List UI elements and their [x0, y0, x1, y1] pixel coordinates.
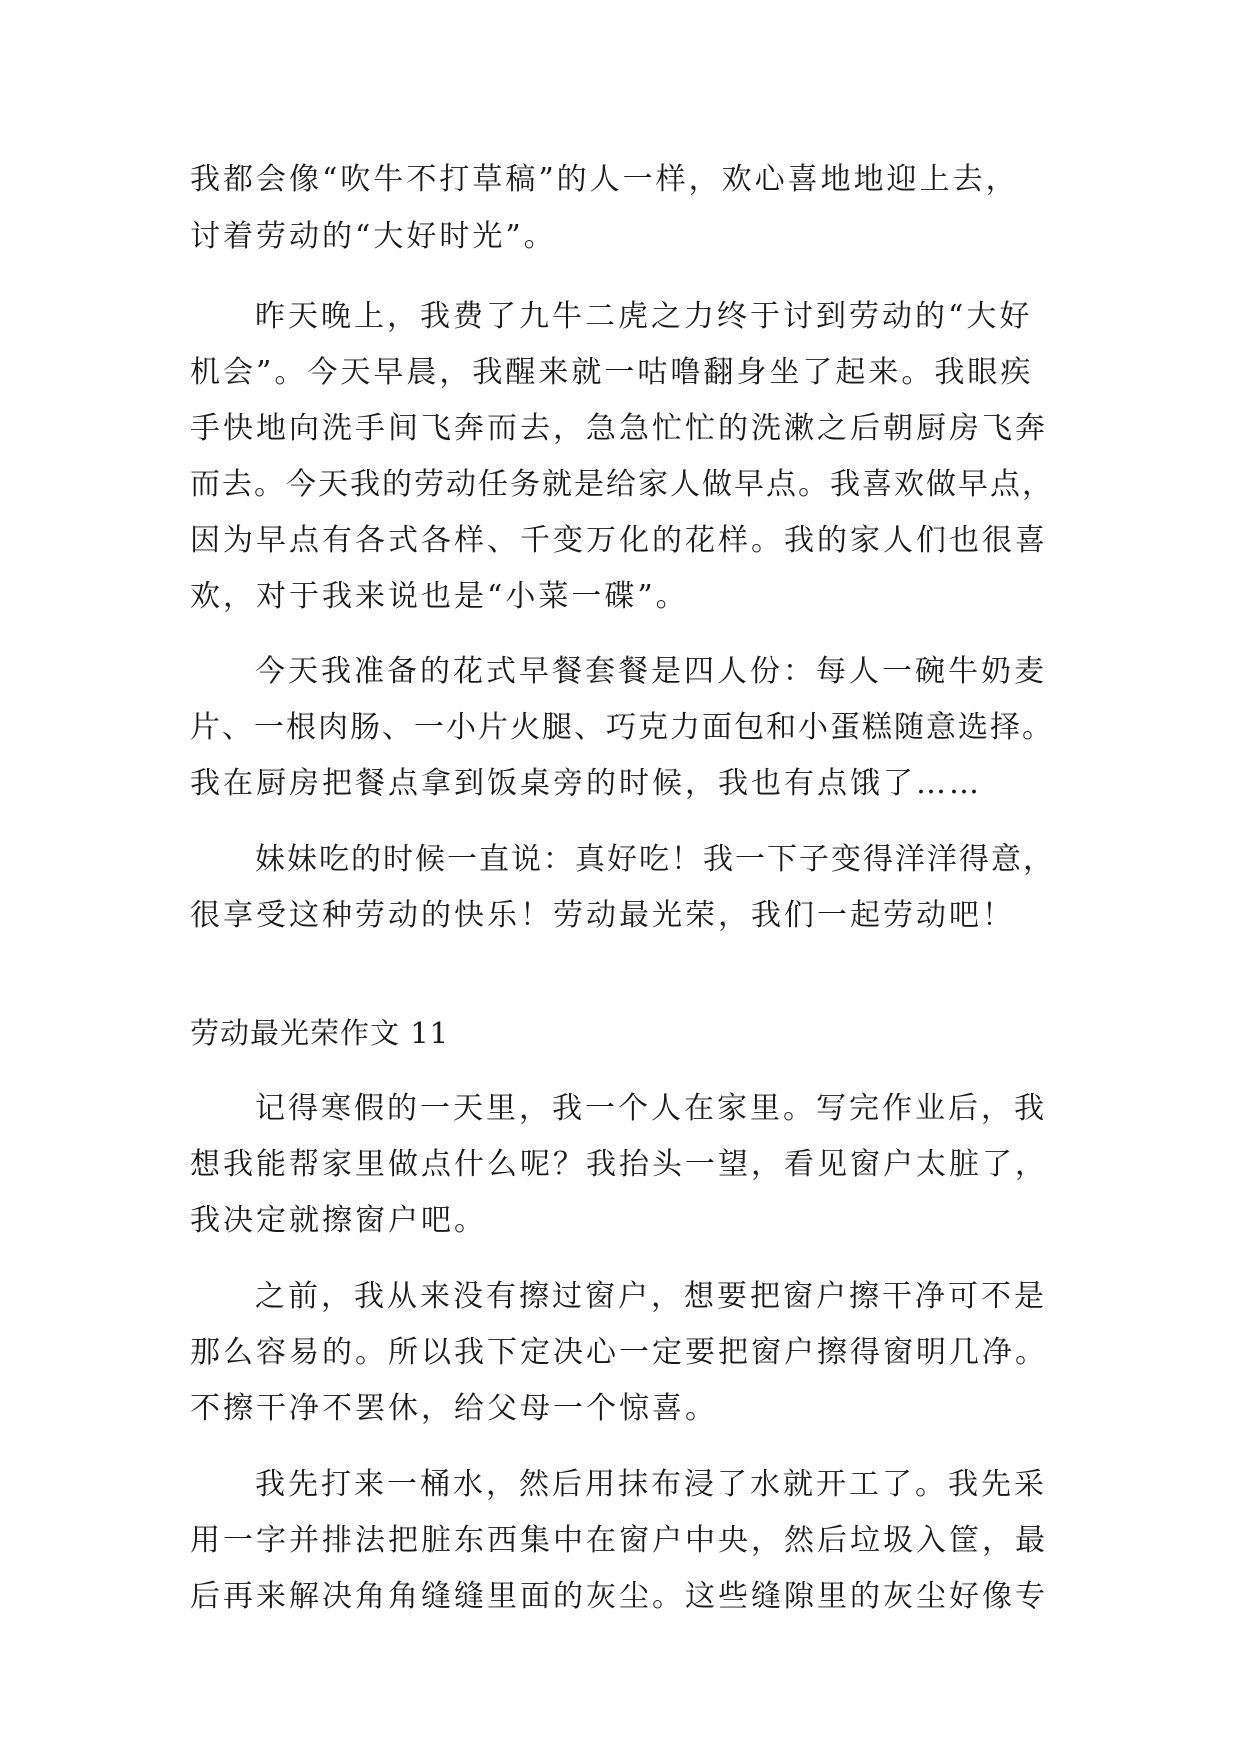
section-heading: 劳动最光荣作文 11	[190, 1016, 450, 1050]
text-line: 不擦干净不罢休，给父母一个惊喜。	[190, 1391, 718, 1426]
text-line: 欢，对于我来说也是“小菜一碟”。	[190, 579, 689, 614]
text-line: 后再来解决角角缝缝里面的灰尘。这些缝隙里的灰尘好像专	[190, 1579, 1048, 1614]
text-line: 而去。今天我的劳动任务就是给家人做早点。我喜欢做早点，	[190, 467, 1054, 502]
text-line: 因为早点有各式各样、千变万化的花样。我的家人们也很喜	[190, 523, 1048, 558]
text-line: 想我能帮家里做点什么呢？我抬头一望，看见窗户太脏了，	[190, 1147, 1048, 1182]
text-line: 手快地向洗手间飞奔而去，急急忙忙的洗漱之后朝厨房飞奔	[190, 411, 1048, 446]
text-line: 之前，我从来没有擦过窗户，想要把窗户擦干净可不是	[255, 1279, 1047, 1314]
text-line: 今天我准备的花式早餐套餐是四人份：每人一碗牛奶麦	[255, 654, 1047, 689]
text-line: 机会”。今天早晨，我醒来就一咕噜翻身坐了起来。我眼疾	[190, 355, 1034, 390]
text-line: 片、一根肉肠、一小片火腿、巧克力面包和小蛋糕随意选择。	[190, 710, 1054, 745]
text-line: 我决定就擦窗户吧。	[190, 1203, 487, 1238]
text-line: 昨天晚上，我费了九牛二虎之力终于讨到劳动的“大好	[255, 299, 1033, 334]
text-line: 很享受这种劳动的快乐！劳动最光荣，我们一起劳动吧！	[190, 898, 1015, 933]
text-line: 妹妹吃的时候一直说：真好吃！我一下子变得洋洋得意，	[255, 842, 1055, 877]
text-line: 我都会像“吹牛不打草稿”的人一样，欢心喜地地迎上去，	[190, 162, 1019, 197]
text-line: 我先打来一桶水，然后用抹布浸了水就开工了。我先采	[255, 1467, 1047, 1502]
text-line: 讨着劳动的“大好时光”。	[190, 219, 557, 254]
text-line: 我在厨房把餐点拿到饭桌旁的时候，我也有点饿了……	[190, 766, 982, 801]
text-line: 那么容易的。所以我下定决心一定要把窗户擦得窗明几净。	[190, 1335, 1048, 1370]
text-line: 用一字并排法把脏东西集中在窗户中央，然后垃圾入筐，最	[190, 1523, 1048, 1558]
text-line: 记得寒假的一天里，我一个人在家里。写完作业后，我	[255, 1091, 1047, 1126]
